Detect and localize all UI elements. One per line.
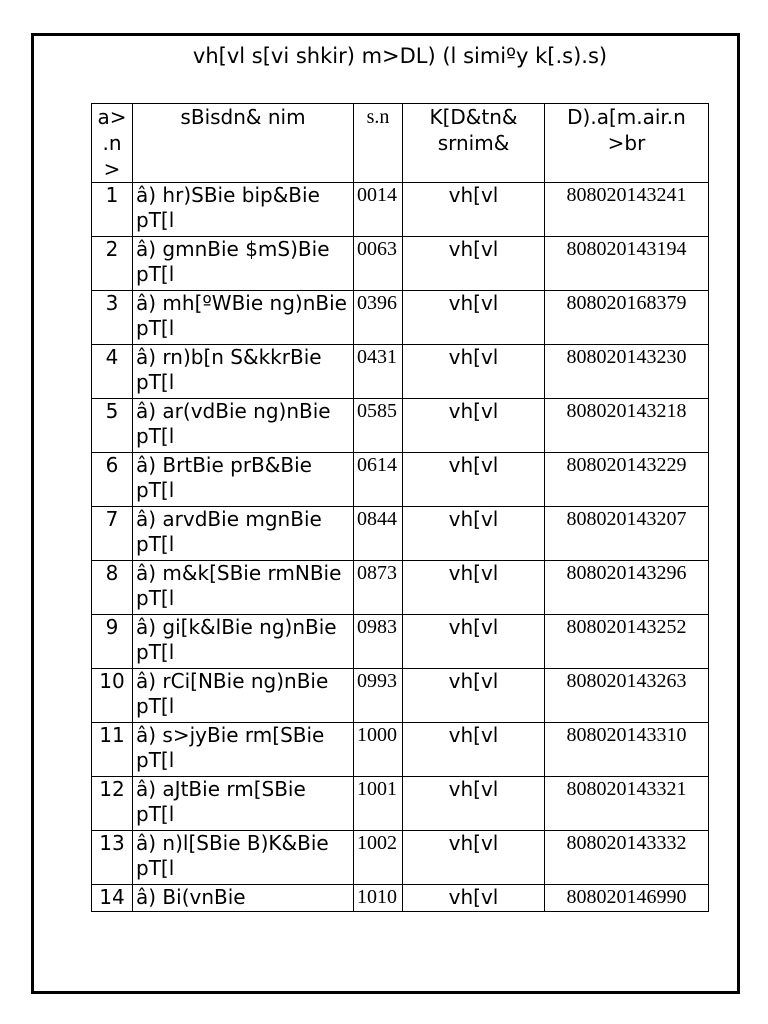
cell-type: vh[vl: [403, 885, 545, 912]
cell-serial: 8: [92, 561, 133, 615]
cell-serial: 5: [92, 399, 133, 453]
table-body: [92, 183, 709, 912]
cell-name: â) n)l[SBie B)K&Bie pT[l: [133, 831, 354, 885]
cell-serial: 12: [92, 777, 133, 831]
table-row: [92, 399, 709, 453]
cell-account: 808020143296: [545, 561, 709, 615]
cell-name: â) arvdBie mgnBie pT[l: [133, 507, 354, 561]
cell-account: 808020143332: [545, 831, 709, 885]
cell-name: â) gi[k&lBie ng)nBie pT[l: [133, 615, 354, 669]
cell-account: 808020143230: [545, 345, 709, 399]
cell-type: vh[vl: [403, 183, 545, 237]
cell-serial: 9: [92, 615, 133, 669]
cell-serial: 2: [92, 237, 133, 291]
cell-account: 808020143241: [545, 183, 709, 237]
cell-type: vh[vl: [403, 777, 545, 831]
cell-name: â) mh[ºWBie ng)nBie pT[l: [133, 291, 354, 345]
cell-serial: 6: [92, 453, 133, 507]
header-name: sBisdn& nim: [133, 104, 354, 183]
cell-name: â) Bi(vnBie: [133, 885, 354, 912]
cell-type: vh[vl: [403, 831, 545, 885]
cell-sn: 1002: [354, 831, 403, 885]
cell-sn: 0396: [354, 291, 403, 345]
cell-sn: 0844: [354, 507, 403, 561]
table-row: [92, 507, 709, 561]
cell-sn: 1000: [354, 723, 403, 777]
cell-name: â) BrtBie prB&Bie pT[l: [133, 453, 354, 507]
header-serial: a> .n >: [92, 104, 133, 183]
table-row: [92, 561, 709, 615]
table-row: [92, 831, 709, 885]
table-row: [92, 777, 709, 831]
cell-account: 808020143218: [545, 399, 709, 453]
table-row: [92, 723, 709, 777]
cell-sn: 0063: [354, 237, 403, 291]
cell-serial: 10: [92, 669, 133, 723]
cell-name: â) rCi[NBie ng)nBie pT[l: [133, 669, 354, 723]
cell-account: 808020143207: [545, 507, 709, 561]
table-row: [92, 885, 709, 912]
cell-sn: 0014: [354, 183, 403, 237]
cell-serial: 7: [92, 507, 133, 561]
cell-serial: 3: [92, 291, 133, 345]
cell-sn: 1010: [354, 885, 403, 912]
cell-account: 808020146990: [545, 885, 709, 912]
cell-account: 808020143263: [545, 669, 709, 723]
cell-serial: 1: [92, 183, 133, 237]
table-row: [92, 453, 709, 507]
cell-account: 808020143229: [545, 453, 709, 507]
cell-serial: 14: [92, 885, 133, 912]
cell-sn: 0993: [354, 669, 403, 723]
header-sn: s.n: [354, 104, 403, 183]
cell-name: â) gmnBie $mS)Bie pT[l: [133, 237, 354, 291]
cell-account: 808020143321: [545, 777, 709, 831]
cell-sn: 0585: [354, 399, 403, 453]
cell-type: vh[vl: [403, 237, 545, 291]
cell-name: â) m&k[SBie rmNBie pT[l: [133, 561, 354, 615]
cell-type: vh[vl: [403, 291, 545, 345]
cell-name: â) rn)b[n S&kkrBie pT[l: [133, 345, 354, 399]
table-row: [92, 183, 709, 237]
cell-name: â) s>jyBie rm[SBie pT[l: [133, 723, 354, 777]
cell-type: vh[vl: [403, 723, 545, 777]
cell-serial: 13: [92, 831, 133, 885]
cell-serial: 4: [92, 345, 133, 399]
cell-sn: 0614: [354, 453, 403, 507]
cell-sn: 1001: [354, 777, 403, 831]
cell-name: â) aJtBie rm[SBie pT[l: [133, 777, 354, 831]
header-account: D).a[m.air.n >br: [545, 104, 709, 183]
cell-sn: 0983: [354, 615, 403, 669]
member-table: [91, 103, 709, 912]
table-row: [92, 669, 709, 723]
cell-type: vh[vl: [403, 507, 545, 561]
table-row: [92, 291, 709, 345]
cell-name: â) ar(vdBie ng)nBie pT[l: [133, 399, 354, 453]
table-row: [92, 615, 709, 669]
cell-sn: 0431: [354, 345, 403, 399]
cell-account: 808020168379: [545, 291, 709, 345]
cell-type: vh[vl: [403, 345, 545, 399]
cell-name: â) hr)SBie bip&Bie pT[l: [133, 183, 354, 237]
header-type: K[D&tn& srnim&: [403, 104, 545, 183]
cell-type: vh[vl: [403, 453, 545, 507]
cell-type: vh[vl: [403, 561, 545, 615]
cell-type: vh[vl: [403, 669, 545, 723]
cell-account: 808020143310: [545, 723, 709, 777]
cell-serial: 11: [92, 723, 133, 777]
cell-type: vh[vl: [403, 399, 545, 453]
table-header-row: [92, 104, 709, 183]
cell-type: vh[vl: [403, 615, 545, 669]
document-title: vh[vl s[vi shkir) m>DL) (l simiºy k[.s).s): [192, 44, 608, 68]
cell-account: 808020143252: [545, 615, 709, 669]
cell-account: 808020143194: [545, 237, 709, 291]
table-row: [92, 237, 709, 291]
table-row: [92, 345, 709, 399]
cell-sn: 0873: [354, 561, 403, 615]
